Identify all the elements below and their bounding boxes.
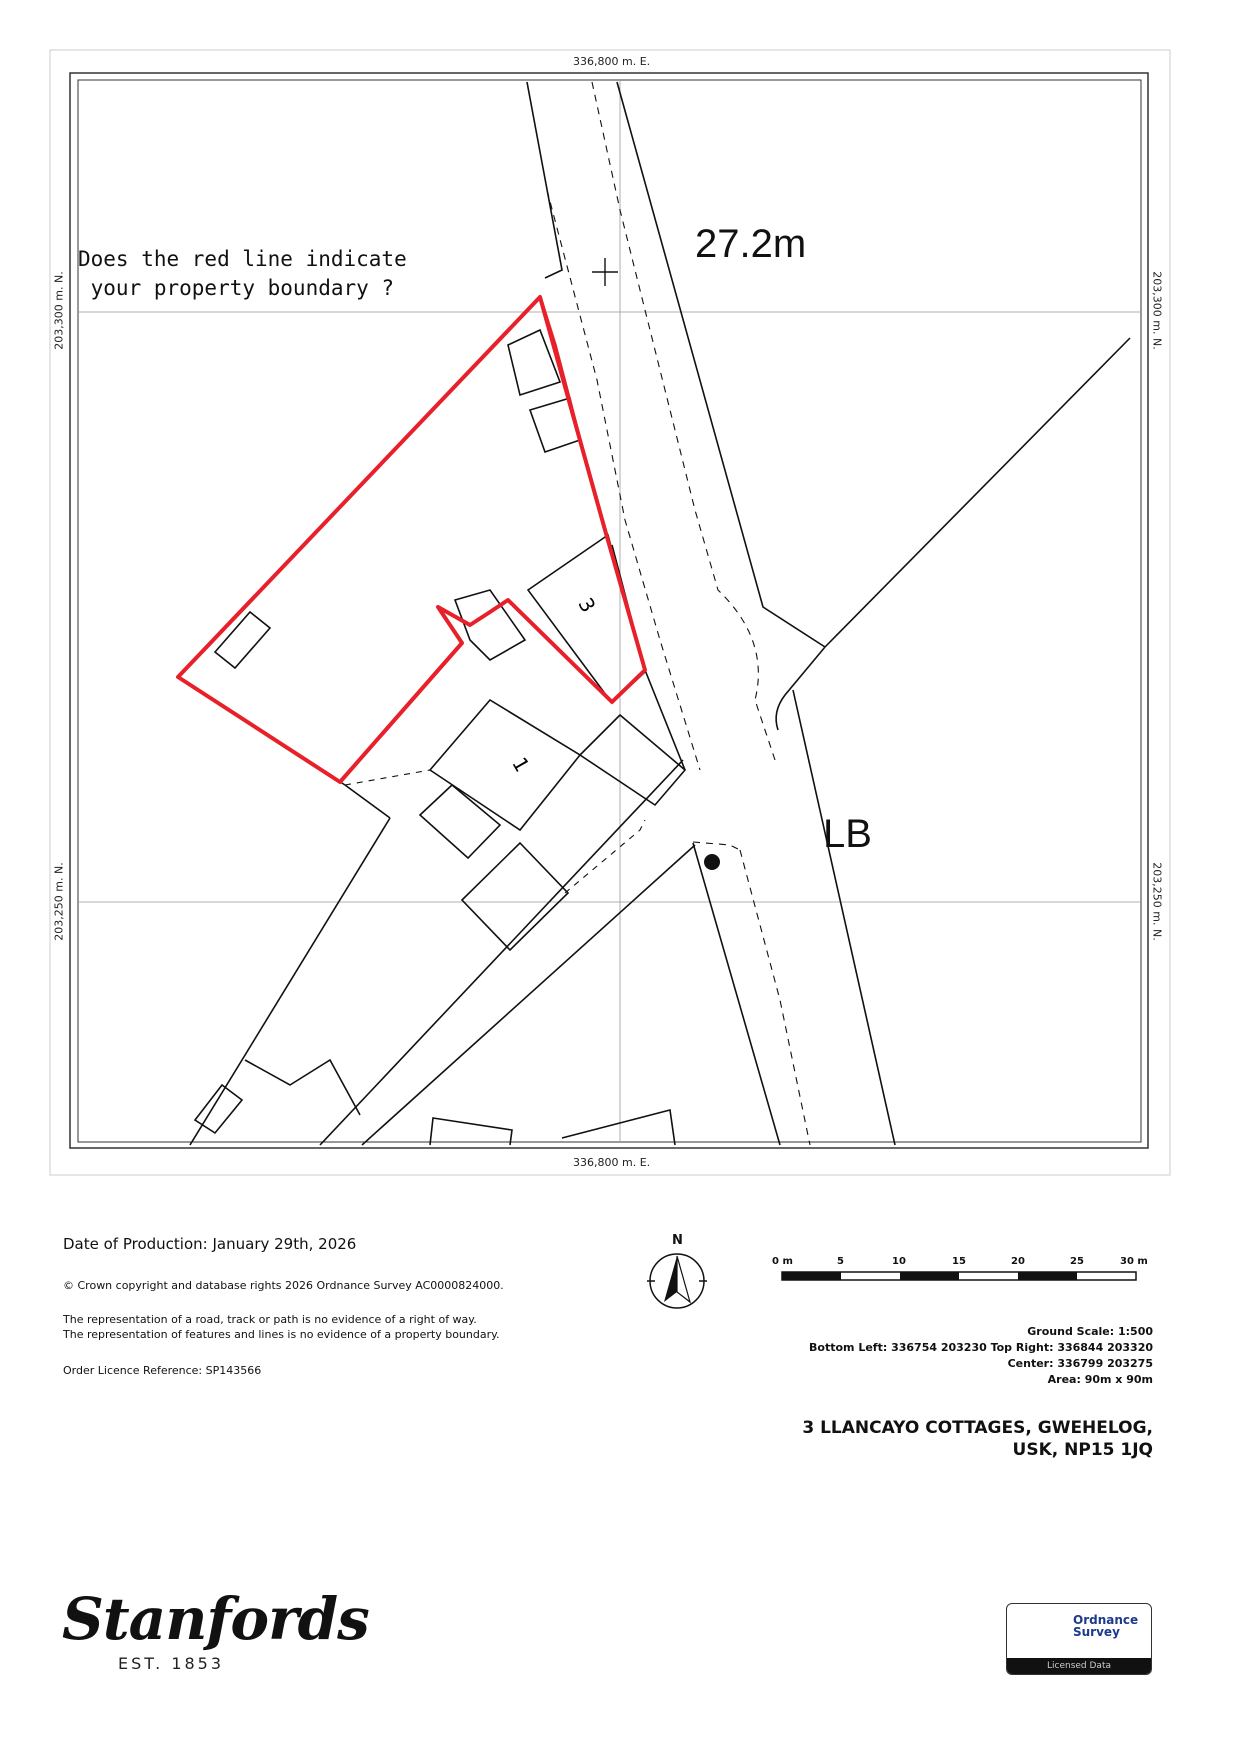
road-edge-west bbox=[527, 82, 562, 278]
grid-label-northing-bottom-left: 203,250 m. N. bbox=[52, 862, 66, 941]
grid-label-northing-top-right: 203,300 m. N. bbox=[1150, 271, 1164, 350]
ground-scale: Ground Scale: 1:500 bbox=[1027, 1325, 1153, 1338]
os-name bbox=[1073, 1614, 1138, 1638]
disclaimer-line-2: The representation of features and lines is no evidence of a property boundary. bbox=[63, 1328, 500, 1341]
scale-tick-25: 25 bbox=[1070, 1256, 1084, 1267]
field-edge-2 bbox=[345, 785, 390, 818]
scale-tick-0: 0 m bbox=[772, 1256, 793, 1267]
house-number-1: 1 bbox=[507, 753, 535, 777]
road-curve bbox=[776, 647, 825, 730]
scale-tick-20: 20 bbox=[1011, 1256, 1025, 1267]
road-edge-east bbox=[617, 82, 825, 647]
os-name-line-1: Ordnance bbox=[1073, 1613, 1139, 1627]
building-lower-2 bbox=[245, 1060, 360, 1115]
grid-label-easting-top: 336,800 m. E. bbox=[573, 55, 651, 68]
road-edge-east-lower bbox=[793, 690, 895, 1145]
field-edge bbox=[190, 818, 390, 1145]
building-mid bbox=[462, 843, 568, 950]
map-outer-frame bbox=[50, 50, 1170, 1175]
north-arrow-icon bbox=[647, 1254, 707, 1308]
map-metadata bbox=[809, 1324, 1153, 1388]
os-name-line-2: Survey bbox=[1073, 1625, 1120, 1639]
spot-height-marker bbox=[592, 258, 618, 286]
production-date bbox=[63, 1235, 356, 1253]
map-frame-inner bbox=[78, 80, 1141, 1142]
map-area: Area: 90m x 90m bbox=[1047, 1373, 1153, 1386]
map-frame-outer bbox=[70, 73, 1148, 1148]
scale-tick-10: 10 bbox=[892, 1256, 906, 1267]
grid-label-northing-bottom-right: 203,250 m. N. bbox=[1150, 862, 1164, 941]
date-label: Date of Production: bbox=[63, 1235, 208, 1253]
building-small-left bbox=[215, 612, 270, 668]
os-licensed-data: Licensed Data bbox=[1007, 1658, 1151, 1674]
grid-label-easting-bottom: 336,800 m. E. bbox=[573, 1156, 651, 1169]
question-line-1: Does the red line indicate bbox=[78, 247, 407, 271]
map-features bbox=[178, 82, 1130, 1145]
building-lower-3 bbox=[430, 1118, 512, 1145]
lane-north-edge bbox=[362, 845, 695, 1145]
ordnance-survey-badge bbox=[1006, 1603, 1152, 1675]
post-marker bbox=[704, 854, 720, 870]
spot-height-label: 27.2m bbox=[695, 222, 807, 266]
ne-road bbox=[825, 338, 1130, 647]
building-lower-4 bbox=[562, 1110, 675, 1145]
copyright-notice: © Crown copyright and database rights 2026 Ordnance Survey AC0000824000. bbox=[63, 1279, 504, 1292]
address-line-2: USK, NP15 1JQ bbox=[1012, 1440, 1153, 1460]
property-boundary-outline bbox=[178, 297, 645, 782]
red-boundary bbox=[178, 297, 645, 782]
center-coordinates: Center: 336799 203275 bbox=[1007, 1357, 1153, 1370]
scale-tick-30: 30 m bbox=[1120, 1256, 1148, 1267]
corner-coordinates: Bottom Left: 336754 203230 Top Right: 336844 203320 bbox=[809, 1341, 1153, 1354]
dashed-path-2 bbox=[592, 82, 775, 760]
date-value: January 29th, 2026 bbox=[212, 1235, 357, 1253]
property-address bbox=[802, 1417, 1153, 1461]
scale-tick-15: 15 bbox=[952, 1256, 966, 1267]
building-1 bbox=[430, 700, 580, 830]
disclaimer-line-1: The representation of a road, track or path is no evidence of a right of way. bbox=[63, 1313, 477, 1326]
building-porch bbox=[455, 590, 525, 660]
stanfords-logo: Stanfords bbox=[62, 1585, 369, 1653]
north-arrow-label: N bbox=[672, 1233, 683, 1248]
dashed-link bbox=[345, 770, 430, 785]
house-number-3: 3 bbox=[573, 593, 601, 617]
letter-box-label: LB bbox=[823, 812, 872, 856]
lane-east-edge bbox=[693, 843, 780, 1145]
scale-bar bbox=[782, 1272, 1136, 1280]
order-licence-reference: Order Licence Reference: SP143566 bbox=[63, 1364, 262, 1377]
boundary-question bbox=[78, 245, 407, 303]
question-line-2: your property boundary ? bbox=[78, 276, 395, 300]
address-line-1: 3 LLANCAYO COTTAGES, GWEHELOG, bbox=[802, 1418, 1153, 1438]
dashed-path-3 bbox=[740, 850, 810, 1145]
dashed-path-4 bbox=[693, 842, 740, 850]
grid-label-northing-top-left: 203,300 m. N. bbox=[52, 271, 66, 350]
dashed-path-1 bbox=[547, 190, 700, 770]
property-boundary-inner bbox=[540, 297, 605, 530]
building-1-ext bbox=[420, 785, 500, 858]
dashed-link-2 bbox=[565, 820, 645, 893]
road-edge-west-lower bbox=[612, 545, 685, 770]
scale-tick-5: 5 bbox=[837, 1256, 844, 1267]
stanfords-established: EST. 1853 bbox=[118, 1654, 225, 1673]
